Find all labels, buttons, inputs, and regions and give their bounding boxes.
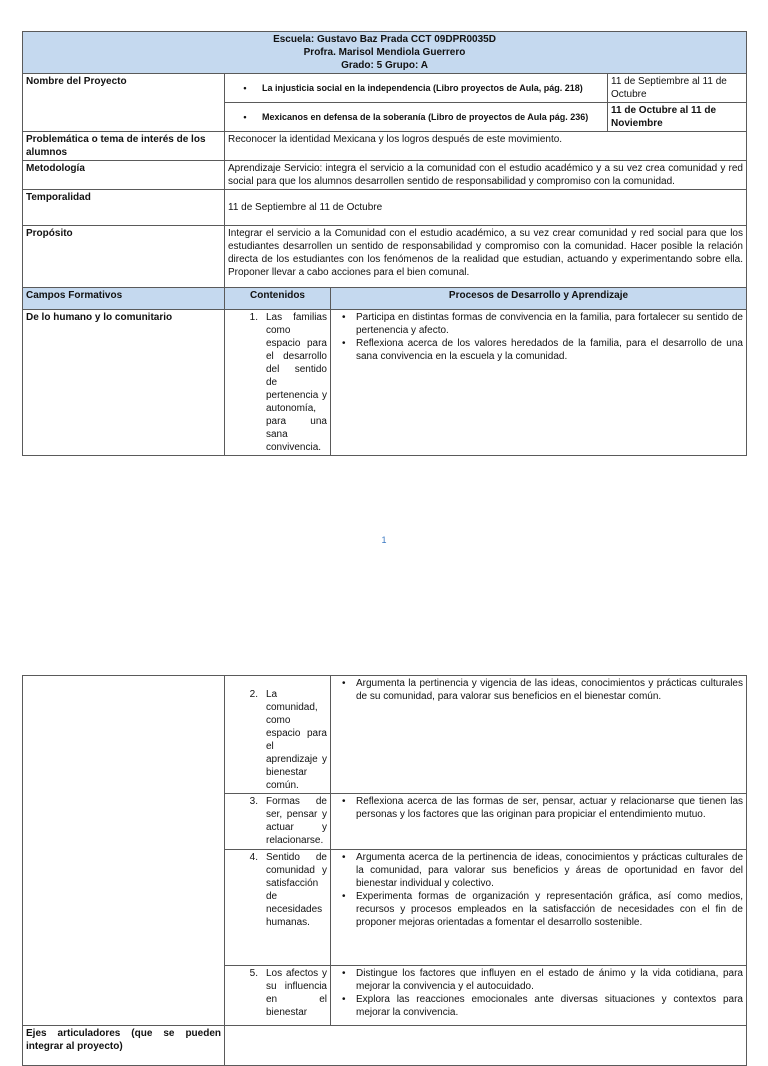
problematica-label: Problemática o tema de interés de los alumnos xyxy=(23,132,225,161)
content-cell-5 xyxy=(225,966,331,1026)
planning-table-page-1 xyxy=(22,31,747,456)
planning-table-page-2 xyxy=(22,675,747,1066)
content-item-3 xyxy=(228,795,327,847)
content-text: La comunidad, como espacio para el aprendizaje y bienestar común. xyxy=(266,689,327,791)
content-item-5 xyxy=(228,967,327,1019)
process-item: • Argumenta la pertinencia y vigencia de las ideas, conocimientos y prácticas culturales de su comunidad, para valorar sus beneficios en el bienestar común. xyxy=(356,677,743,703)
content-text: Los afectos y su influencia en el bienestar xyxy=(266,968,327,1018)
ejes-value xyxy=(225,1026,747,1066)
project-name-2: • Mexicanos en defensa de la soberanía (Libro de proyectos de Aula pág. 236) xyxy=(225,103,608,132)
content-number: 3. xyxy=(249,796,258,807)
process-cell-5 xyxy=(331,966,747,1026)
proposito-label: Propósito xyxy=(23,226,225,288)
project-name-1-text: La injusticia social en la independencia (Libro proyectos de Aula, pág. 218) xyxy=(262,83,583,93)
proposito-value: Integrar el servicio a la Comunidad con el estudio académico, a su vez crear comunidad y red social para que los estudiantes desarrollen un sentido de responsabilidad y compromiso con la comunidad. Hacer posible la relación directa de los estudiantes con los fenómenos de la realidad que estudian, actuando y experimentando sobre ella. Proponer llevar a cabo acciones para el bien comunal. xyxy=(225,226,747,288)
content-text: Sentido de comunidad y satisfacción de necesidades humanas. xyxy=(266,852,327,928)
metodologia-label: Metodología xyxy=(23,161,225,190)
content-text: Formas de ser, pensar y actuar y relacionarse. xyxy=(266,796,327,846)
content-cell-3 xyxy=(225,794,331,850)
process-item: • Participa en distintas formas de convivencia en la familia, para fortalecer su sentido de pertenencia y afecto. xyxy=(356,311,743,337)
grade-line: Grado: 5 Grupo: A xyxy=(341,60,428,71)
project-dates-1: 11 de Septiembre al 11 de Octubre xyxy=(608,74,747,103)
process-item: • Explora las reacciones emocionales ante diversas situaciones y contextos para mejorar la convivencia. xyxy=(356,993,743,1019)
project-name-1: • La injusticia social en la independencia (Libro proyectos de Aula, pág. 218) xyxy=(225,74,608,103)
temporalidad-label: Temporalidad xyxy=(23,190,225,226)
campos-header: Campos Formativos xyxy=(23,288,225,310)
content-number: 5. xyxy=(249,968,258,979)
campo-name: De lo humano y lo comunitario xyxy=(23,310,225,456)
process-cell-1 xyxy=(331,310,747,456)
ejes-label: Ejes articuladores (que se pueden integrar al proyecto) xyxy=(23,1026,225,1066)
process-cell-2 xyxy=(331,676,747,794)
process-item: • Distingue los factores que influyen en el estado de ánimo y la vida cotidiana, para mejorar la convivencia y el autocuidado. xyxy=(356,967,743,993)
school-line: Escuela: Gustavo Baz Prada CCT 09DPR0035D xyxy=(273,34,496,45)
content-text: Las familias como espacio para el desarrollo del sentido de pertenencia y autonomía, para una sana convivencia. xyxy=(266,312,327,453)
campo-continued-cell xyxy=(23,676,225,1026)
content-cell-2 xyxy=(225,676,331,794)
content-number: 1. xyxy=(249,312,258,323)
process-cell-4 xyxy=(331,850,747,966)
problematica-value: Reconocer la identidad Mexicana y los logros después de este movimiento. xyxy=(225,132,747,161)
document-header xyxy=(23,32,747,74)
process-item: • Experimenta formas de organización y representación gráfica, así como medios, recursos y procesos empleados en la satisfacción de necesidades con el fin de proponer mejoras orientadas a fomentar el desarrollo sostenible. xyxy=(356,890,743,929)
content-number: 2. xyxy=(249,689,258,700)
process-item: • Argumenta acerca de la pertinencia de ideas, conocimientos y prácticas culturales de la comunidad, para valorar sus beneficios y áreas de oportunidad en favor del bienestar individual y colectivo. xyxy=(356,851,743,890)
content-cell-4 xyxy=(225,850,331,966)
project-name-2-text: Mexicanos en defensa de la soberanía (Libro de proyectos de Aula pág. 236) xyxy=(262,112,589,122)
process-item: • Reflexiona acerca de las formas de ser, pensar, actuar y relacionarse que tienen las personas y los factores que las originan para propiciar el entendimiento mutuo. xyxy=(356,795,743,821)
process-cell-3 xyxy=(331,794,747,850)
page-number: 1 xyxy=(381,535,387,545)
procesos-header: Procesos de Desarrollo y Aprendizaje xyxy=(331,288,747,310)
content-item-2 xyxy=(228,688,327,792)
metodologia-value: Aprendizaje Servicio: integra el servicio a la comunidad con el estudio académico y a su vez crea comunidad y red social para que los alumnos desarrollen sentido de responsabilidad y compromiso con la comunidad. xyxy=(225,161,747,190)
project-name-label: Nombre del Proyecto xyxy=(23,74,225,132)
teacher-line: Profra. Marisol Mendiola Guerrero xyxy=(303,47,466,58)
temporalidad-value: 11 de Septiembre al 11 de Octubre xyxy=(225,190,747,226)
contenidos-header: Contenidos xyxy=(225,288,331,310)
content-item-4 xyxy=(228,851,327,929)
project-dates-2: 11 de Octubre al 11 de Noviembre xyxy=(608,103,747,132)
content-number: 4. xyxy=(249,852,258,863)
process-item: • Reflexiona acerca de los valores heredados de la familia, para el desarrollo de una sana convivencia en la escuela y la comunidad. xyxy=(356,337,743,363)
content-cell-1 xyxy=(225,310,331,456)
content-item-1 xyxy=(228,311,327,454)
